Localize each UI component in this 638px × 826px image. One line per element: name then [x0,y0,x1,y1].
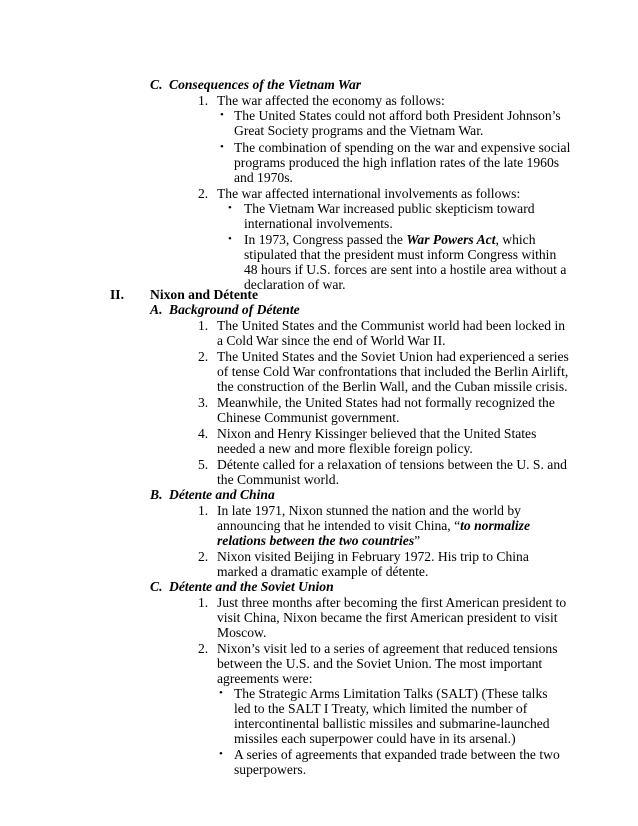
bullet-text: stipulated that the president must inform Congress within [244,247,557,262]
bullet-icon: • [219,748,223,760]
item-text: a Cold War since the end of World War II. [217,333,446,348]
item-text: The United States and the Communist world had been locked in [217,318,566,333]
section-heading: Nixon and Détente [150,287,258,302]
section-label: B. [150,487,163,502]
item-number: 4. [198,426,209,441]
bullet-icon: • [220,141,224,153]
section-label: A. [150,302,163,317]
bullet-icon: • [220,109,224,121]
item-text: needed a new and more flexible foreign policy. [217,441,473,456]
item-text: Chinese Communist government. [217,410,400,425]
bullet-text-post: , which [495,232,536,247]
item-text: the Communist world. [217,472,339,487]
section-label: C. [150,579,163,594]
item-text: Nixon’s visit led to a series of agreement that reduced tensions [217,641,558,656]
item-number: 2. [198,186,209,201]
bullet-icon: • [228,233,232,245]
item-text: Meanwhile, the United States had not formally recognized the [217,395,555,410]
item-text: The war affected international involvements as follows: [217,186,521,201]
item-text: visit China, Nixon became the first American president to visit [217,610,558,625]
quote-emphasis: to normalize [460,518,531,533]
section-heading: Détente and the Soviet Union [169,579,334,594]
section-heading: Consequences of the Vietnam War [169,77,362,92]
item-text: between the U.S. and the Soviet Union. The most important [217,656,543,671]
item-text: Détente called for a relaxation of tensions between the U. S. and [217,457,567,472]
item-text: The United States and the Soviet Union had experienced a series [217,349,569,364]
section-label: C. [150,77,163,92]
bullet-text: programs produced the high inflation rates of the late 1960s [234,155,560,170]
section-label: II. [110,287,124,302]
item-number: 3. [198,395,209,410]
item-text: The war affected the economy as follows: [217,93,445,108]
bullet-text: international involvements. [244,216,393,231]
bullet-text: The combination of spending on the war and expensive social [234,140,571,155]
bullet-text: The United States could not afford both President Johnson’s [234,108,561,123]
quote-close: ” [414,533,421,548]
quote-lead: announcing that he intended to visit China, “ [217,518,461,533]
item-number: 2. [198,549,209,564]
bullet-text-pre: In 1973, Congress passed the [244,232,407,247]
item-text: of tense Cold War confrontations that included the Berlin Airlift, [217,364,569,379]
item-text: marked a dramatic example of détente. [217,564,429,579]
section-heading: Détente and China [169,487,275,502]
bullet-icon: • [219,687,223,699]
section-heading: Background of Détente [169,302,300,317]
item-number: 1. [198,318,209,333]
bullet-text: Great Society programs and the Vietnam War. [234,123,484,138]
item-number: 2. [198,349,209,364]
item-text: Nixon visited Beijing in February 1972. His trip to China [217,549,529,564]
item-text: Nixon and Henry Kissinger believed that the United States [217,426,537,441]
bullet-text: The Strategic Arms Limitation Talks (SALT) (These talks [234,686,548,701]
item-number: 1. [198,93,209,108]
item-number: 1. [198,503,209,518]
item-number: 1. [198,595,209,610]
item-number: 5. [198,457,209,472]
item-text [217,518,530,533]
item-text: Moscow. [217,625,267,640]
bullet-text: A series of agreements that expanded trade between the two [234,747,560,762]
bullet-text: superpowers. [234,762,307,777]
bullet-text [244,232,536,247]
bullet-text: and 1970s. [234,170,293,185]
bullet-text: 48 hours if U.S. forces are sent into a hostile area without a [244,262,567,277]
bullet-text: The Vietnam War increased public skepticism toward [244,201,535,216]
item-text [217,533,420,548]
item-text: the construction of the Berlin Wall, and the Cuban missile crisis. [217,379,568,394]
bullet-text: led to the SALT I Treaty, which limited the number of [234,701,528,716]
item-text: Just three months after becoming the first American president to [217,595,567,610]
act-name: War Powers Act [406,232,496,247]
bullet-text: intercontinental ballistic missiles and submarine-launched [234,716,550,731]
item-text: In late 1971, Nixon stunned the nation and the world by [217,503,521,518]
bullet-text: missiles each superpower could have in its arsenal.) [234,731,516,746]
bullet-icon: • [228,202,232,214]
bullet-text: declaration of war. [244,277,346,292]
item-number: 2. [198,641,209,656]
quote-emphasis: relations between the two countries [217,533,415,548]
item-text: agreements were: [217,671,313,686]
